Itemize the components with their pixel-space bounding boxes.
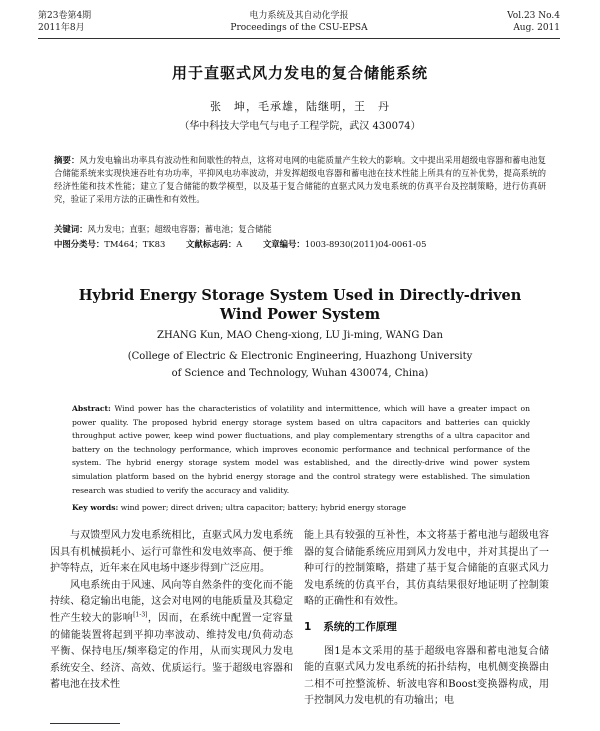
section-number: 1	[304, 620, 312, 633]
section-heading	[304, 619, 549, 636]
keywords-cn	[54, 223, 546, 236]
abstract-cn	[54, 154, 546, 206]
running-head	[38, 10, 560, 36]
classification-line	[54, 238, 546, 251]
running-head-right	[507, 10, 560, 34]
abstract-cn-label: 摘要：	[54, 155, 80, 165]
body-paragraph: 风电系统由于风速、风向等自然条件的变化而不能持续、稳定输出电能，这会对电网的电能质量及其稳定性产生较大的影响[1-3]，因而，在系统中配置一定容量的储能装置将起到平抑功率波动、维持发电/负荷动态平衡、保持电压/频率稳定的作用，从而实现风力发电系统安全、经济、高效、优质运行。鉴于超级电容器和蓄电池在技术性	[50, 579, 294, 691]
body-paragraph: 能上具有较强的互补性，本文将基于蓄电池与超级电容器的复合储能系统应用到风力发电中，并对其提出了一种可行的控制策略，搭建了基于复合储能的直驱式风力发电系统的仿真平台，其仿真结果很好地证明了控制策略的正确性和有效性。	[304, 530, 549, 608]
title-en-line2: Wind Power System	[219, 306, 381, 323]
body-paragraph: 与双馈型风力发电系统相比，直驱式风力发电系统因具有机械损耗小、运行可靠性和发电效率高、便于维护等特点，近年来在风电场中逐步得到广泛应用。	[50, 530, 293, 575]
body-column-left	[50, 528, 293, 694]
authors-en: ZHANG Kun, MAO Cheng-xiong, LU Ji-ming, WANG Dan	[157, 330, 443, 341]
citation: [1-3]	[133, 611, 148, 619]
body-paragraph: 图1是本文采用的基于超级电容器和蓄电池复合储能的直驱式风力发电系统的拓扑结构，电机侧变换器由二相不可控整流桥、斩波电容和Boost变换器构成，用于控制风力发电机的有功输出；电	[304, 645, 549, 707]
affiliation-en-line1: (College of Electric & Electronic Engineering, Huazhong University	[127, 351, 473, 362]
affiliation-en	[0, 348, 600, 382]
clc-number: 中图分类号：TM464；TK83	[54, 239, 166, 249]
journal-en: Proceedings of the CSU-EPSA	[230, 23, 368, 33]
abstract-en	[72, 402, 530, 497]
authors-cn: 张 坤，毛承雄，陆继明，王 丹	[210, 100, 390, 113]
volume-en: Vol.23 No.4	[507, 11, 560, 21]
keywords-en-text: wind power; direct driven; ultra capacitor; battery; hybrid energy storage	[120, 503, 406, 512]
abstract-en-text: Wind power has the characteristics of volatility and intermittence, which will have a greater impact on power quality. The proposed hybrid energy storage system based on ultra capacitors and batteries can quickly throughput active power, keep wind power fluctuations, and play complementary strengths of a ultra capacitor and battery on the technology performance, which improves economic performance and technical performance of the system. The hybrid energy storage system model was established, and the directly-drive wind power system simulation platform based on the hybrid energy storage and the control strategy were established. The simulation research was studied to verify the accuracy and validity.	[72, 404, 530, 495]
footnote-divider	[50, 723, 120, 724]
body-column-right	[304, 528, 549, 710]
volume-cn: 第23卷第4期	[38, 11, 92, 21]
header-divider	[38, 38, 560, 39]
affiliation-cn: （华中科技大学电气与电子工程学院，武汉 430074）	[179, 121, 421, 132]
date-cn: 2011年8月	[38, 23, 85, 33]
journal-cn: 电力系统及其自动化学报	[249, 11, 349, 21]
document-code: 文献标志码：A	[185, 239, 243, 249]
abstract-en-label: Abstract:	[72, 404, 111, 413]
abstract-cn-text: 风力发电输出功率具有波动性和间歇性的特点，这将对电网的电能质量产生较大的影响。文中提出采用超级电容器和蓄电池复合储能系统来实现快速吞吐有功功率，平抑风电功率波动，并发挥超级电容器和蓄电池在技术性能上所具有的互补优势，提高系统的经济性能和技术性能；建立了复合储能的数学模型，以及基于复合储能的直驱式风力发电系统的仿真平台及控制策略，进行仿真研究，验证了采用方法的正确性和有效性。	[54, 155, 547, 204]
title-en-line1: Hybrid Energy Storage System Used in Directly-driven	[78, 287, 522, 304]
keywords-en	[72, 502, 530, 514]
affiliation-en-line2: of Science and Technology, Wuhan 430074, China)	[171, 368, 429, 379]
paper-title-cn: 用于直驱式风力发电的复合储能系统	[171, 64, 428, 82]
running-head-center	[38, 10, 560, 34]
keywords-cn-label: 关键词：	[54, 224, 88, 234]
article-number: 文章编号：1003-8930(2011)04-0061-05	[262, 239, 427, 249]
keywords-cn-text: 风力发电；直驱；超级电容器；蓄电池；复合储能	[87, 224, 272, 234]
section-title: 系统的工作原理	[323, 620, 397, 633]
date-en: Aug. 2011	[513, 23, 560, 33]
keywords-en-label: Key words:	[72, 503, 119, 512]
paper-title-en	[0, 286, 600, 324]
